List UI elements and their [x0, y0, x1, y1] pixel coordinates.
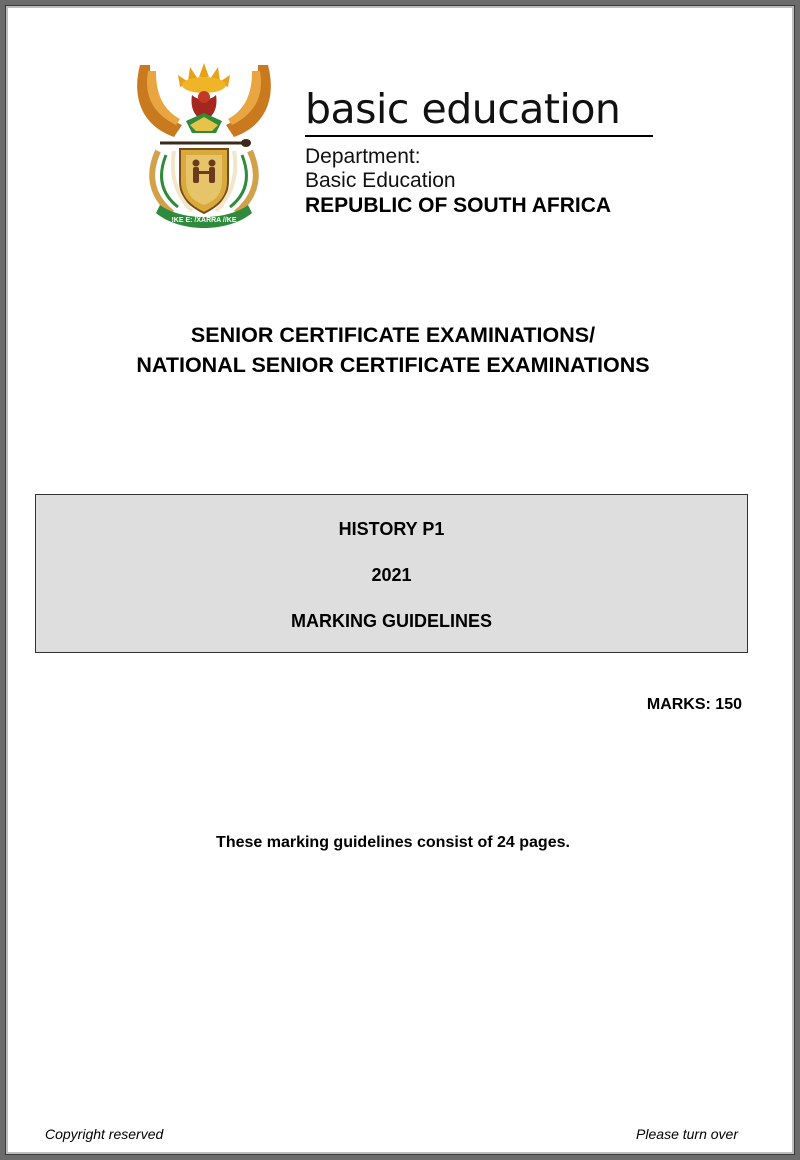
footer-turn-over: Please turn over	[636, 1126, 738, 1142]
svg-text:!KE E: /XARRA //KE: !KE E: /XARRA //KE	[171, 217, 237, 224]
subject-name: HISTORY P1	[338, 519, 445, 539]
department-logo	[305, 86, 665, 219]
document-type: MARKING GUIDELINES	[290, 611, 492, 631]
coat-of-arms-icon	[130, 55, 278, 235]
exam-title-line-2: NATIONAL SENIOR CERTIFICATE EXAMINATIONS	[136, 353, 650, 377]
total-marks: MARKS: 150	[646, 696, 742, 713]
department-name: Basic Education	[305, 169, 456, 192]
subject-box	[35, 494, 748, 653]
logo-wordmark: basic education	[305, 85, 621, 133]
country-name: REPUBLIC OF SOUTH AFRICA	[305, 194, 612, 217]
exam-year: 2021	[371, 565, 412, 585]
exam-title-line-1: SENIOR CERTIFICATE EXAMINATIONS/	[190, 323, 596, 347]
department-label: Department:	[305, 145, 421, 168]
footer-copyright: Copyright reserved	[45, 1126, 164, 1142]
exam-title	[0, 320, 786, 380]
logo-rule	[305, 135, 653, 137]
page-count-note: These marking guidelines consist of 24 pages.	[216, 834, 570, 851]
